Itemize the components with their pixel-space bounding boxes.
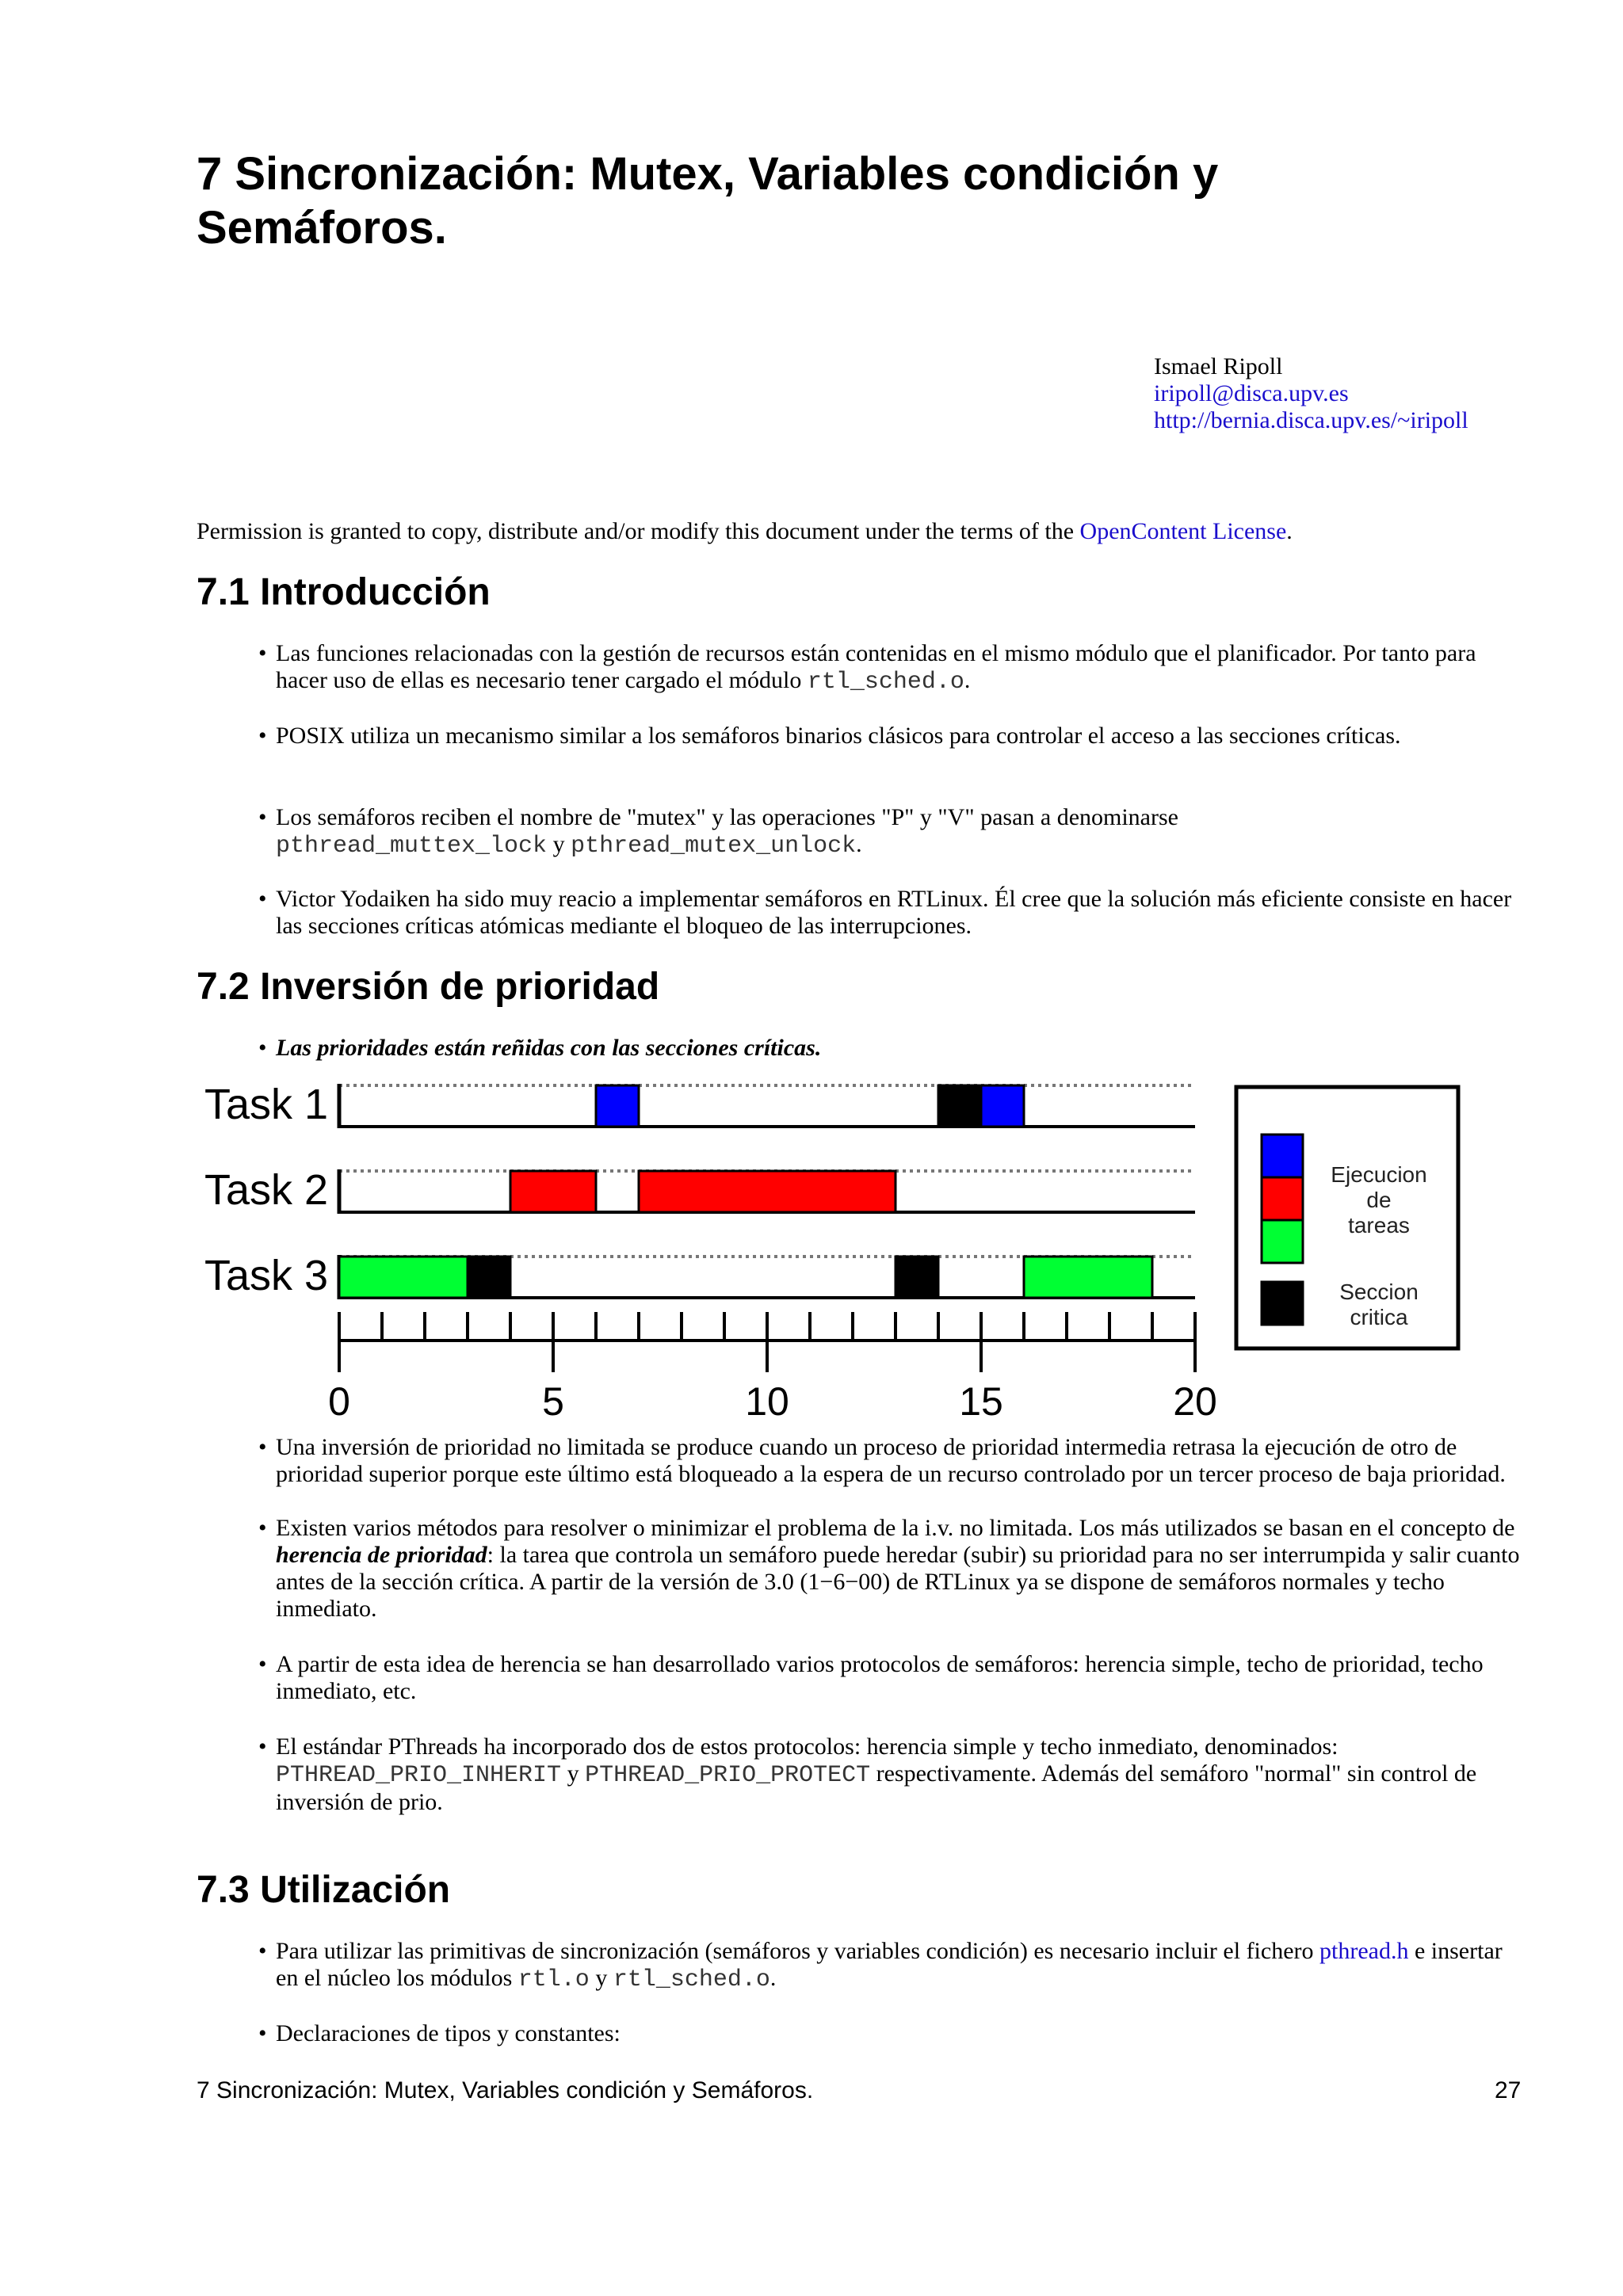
bullet-text: El estándar PThreads ha incorporado dos de estos protocolos: herencia simple y techo inmediato, denominados:	[276, 1733, 1338, 1760]
permission-end: .	[1286, 518, 1293, 544]
bullet-conjunction: y	[547, 831, 571, 857]
execution-bar	[639, 1171, 896, 1212]
x-axis-tick-label: 10	[745, 1379, 789, 1424]
bullet-conjunction: y	[561, 1760, 586, 1787]
legend-label-execution: Ejecucion	[1331, 1162, 1427, 1187]
author-url-link[interactable]: http://bernia.disca.upv.es/~iripoll	[1154, 407, 1468, 433]
legend-swatch-critical	[1262, 1282, 1303, 1325]
bullet-7-1-1: • Las funciones relacionadas con la gestión de recursos están contenidas en el mismo módulo que el planificador. Por tanto para hacer uso de ellas es necesario tener cargado el módulo rtl_sched.o.	[258, 640, 1476, 696]
bullet-end: .	[856, 831, 862, 857]
code-rtl-sched-o: rtl_sched.o	[613, 1966, 770, 1993]
bullet-text-continued: e insertar en el núcleo los módulos	[276, 1938, 1503, 1991]
page-number: 27	[1495, 2077, 1522, 2103]
bullet-text-continued: : la tarea que controla un semáforo puede heredar (subir) su prioridad para no ser interrumpida y salir cuanto antes de la sección crítica. A partir de la versión de 3.0 (1−6−00) de RTLinux ya se dispone de semáforos normales y techo inmediato.	[276, 1542, 1520, 1622]
bullet-text: Una inversión de prioridad no limitada se produce cuando un proceso de prioridad intermedia retrasa la ejecución de otro de prioridad superior porque este último está bloqueado a la espera de un recurso controlado por un tercer proceso de baja prioridad.	[276, 1434, 1506, 1487]
opencontent-license-link[interactable]: OpenContent License	[1079, 518, 1287, 544]
legend-swatch-execution	[1262, 1177, 1303, 1220]
bullet-7-2-4: • El estándar PThreads ha incorporado dos de estos protocolos: herencia simple y techo inmediato, denominados: PTHREAD_PRIO_INHERIT y PTHREAD_PRIO_PROTECT respectivamente. Además del semáforo "normal" sin control de inversión de prio.	[258, 1733, 1477, 1815]
code-rtl-sched: rtl_sched.o	[807, 669, 964, 696]
bullet-7-2-3: • A partir de esta idea de herencia se han desarrollado varios protocolos de semáforos: herencia simple, techo de prioridad, techo inmediato, etc.	[276, 1651, 1528, 1705]
code-mutex-unlock: pthread_mutex_unlock	[571, 833, 857, 860]
bullet-end: .	[769, 1965, 777, 1991]
execution-bar	[510, 1171, 596, 1212]
legend-label-critical: critica	[1350, 1305, 1408, 1329]
legend-label-execution: de	[1366, 1188, 1392, 1212]
bullet-7-2-2: • Existen varios métodos para resolver o minimizar el problema de la i.v. no limitada. Los más utilizados se basan en el concepto de herencia de prioridad: la tarea que controla un semáforo puede heredar (subir) su prioridad para no ser interrumpida y salir cuanto antes de la sección crítica. A partir de la versión de 3.0 (1−6−00) de RTLinux ya se dispone de semáforos normales y techo inmediato.	[258, 1515, 1520, 1622]
task-label: Task 1	[204, 1081, 329, 1128]
bullet-conjunction: y	[589, 1965, 613, 1991]
task-label: Task 2	[204, 1166, 329, 1214]
execution-bar	[339, 1257, 468, 1298]
x-axis-tick-label: 5	[542, 1379, 564, 1424]
bullet-7-1-2: • POSIX utiliza un mecanismo similar a los semáforos binarios clásicos para controlar el acceso a las secciones críticas.	[276, 723, 1528, 749]
critical-section-bar	[896, 1257, 938, 1298]
critical-section-bar	[468, 1257, 510, 1298]
bullet-text: A partir de esta idea de herencia se han desarrollado varios protocolos de semáforos: herencia simple, techo de prioridad, techo inmediato, etc.	[276, 1651, 1484, 1704]
code-prio-protect: PTHREAD_PRIO_PROTECT	[585, 1762, 871, 1789]
herencia-de-prioridad-emphasis: herencia de prioridad	[276, 1542, 487, 1568]
legend-label-execution: tareas	[1348, 1213, 1410, 1238]
bullet-7-2-1: • Una inversión de prioridad no limitada se produce cuando un proceso de prioridad intermedia retrasa la ejecución de otro de prioridad superior porque este último está bloqueado a la espera de un recurso controlado por un tercer proceso de baja prioridad.	[276, 1434, 1528, 1488]
page-title: 7 Sincronización: Mutex, Variables condición y Semáforos.	[197, 148, 1219, 254]
priority-inversion-chart	[197, 1071, 1472, 1428]
bullet-text: Declaraciones de tipos y constantes:	[276, 2020, 621, 2046]
bullet-text: Para utilizar las primitivas de sincronización (semáforos y variables condición) es necesario incluir el fichero	[276, 1938, 1320, 1964]
section-heading-7-2: 7.2 Inversión de prioridad	[197, 966, 660, 1008]
bullet-7-1-3: • Los semáforos reciben el nombre de "mutex" y las operaciones "P" y "V" pasan a denominarse pthread_muttex_lock y pthread_mutex_unlock.	[258, 804, 1178, 860]
bullet-7-3-2: • Declaraciones de tipos y constantes:	[276, 2020, 1528, 2047]
execution-bar	[596, 1085, 639, 1127]
code-rtl-o: rtl.o	[517, 1966, 590, 1993]
x-axis-tick-label: 0	[328, 1379, 350, 1424]
bullet-7-2-0: • Las prioridades están reñidas con las secciones críticas.	[276, 1035, 1528, 1062]
bullet-text: Existen varios métodos para resolver o minimizar el problema de la i.v. no limitada. Los más utilizados se basan en el concepto de	[276, 1515, 1515, 1541]
bullet-text: Las prioridades están reñidas con las secciones críticas.	[276, 1035, 822, 1061]
author-block	[1154, 353, 1468, 434]
x-axis-tick-label: 15	[959, 1379, 1003, 1424]
x-axis-tick-label: 20	[1173, 1379, 1217, 1424]
permission-notice	[197, 518, 1544, 545]
legend-label-critical: Seccion	[1339, 1280, 1419, 1304]
legend-swatch-execution	[1262, 1220, 1303, 1263]
bullet-text: Victor Yodaiken ha sido muy reacio a implementar semáforos en RTLinux. Él cree que la solución más eficiente consiste en hacer las secciones críticas atómicas mediante el bloqueo de las interrupciones.	[276, 886, 1512, 939]
bullet-text: Las funciones relacionadas con la gestión de recursos están contenidas en el mismo módulo que el planificador. Por tanto para hacer uso de ellas es necesario tener cargado el módulo	[276, 640, 1476, 693]
bullet-text: POSIX utiliza un mecanismo similar a los semáforos binarios clásicos para controlar el acceso a las secciones críticas.	[276, 723, 1401, 749]
bullet-7-3-1: • Para utilizar las primitivas de sincronización (semáforos y variables condición) es necesario incluir el fichero pthread.h e insertar en el núcleo los módulos rtl.o y rtl_sched.o.	[258, 1938, 1503, 1993]
author-name: Ismael Ripoll	[1154, 353, 1283, 379]
code-mutex-lock: pthread_muttex_lock	[276, 833, 548, 860]
execution-bar	[981, 1085, 1024, 1127]
permission-text: Permission is granted to copy, distribute and/or modify this document under the terms of the	[197, 518, 1080, 544]
footer-title: 7 Sincronización: Mutex, Variables condición y Semáforos.	[197, 2077, 814, 2103]
bullet-end: .	[964, 667, 971, 693]
bullet-7-1-4: • Victor Yodaiken ha sido muy reacio a implementar semáforos en RTLinux. Él cree que la solución más eficiente consiste en hacer las secciones críticas atómicas mediante el bloqueo de las interrupciones.	[276, 886, 1528, 940]
code-prio-inherit: PTHREAD_PRIO_INHERIT	[276, 1762, 562, 1789]
author-email-link[interactable]: iripoll@disca.upv.es	[1154, 380, 1349, 406]
bullet-text: Los semáforos reciben el nombre de "mutex" y las operaciones "P" y "V" pasan a denominarse	[276, 804, 1178, 830]
execution-bar	[1024, 1257, 1152, 1298]
section-heading-7-3: 7.3 Utilización	[197, 1869, 451, 1911]
bullet-text-continued: respectivamente. Además del semáforo "normal" sin control de inversión de prio.	[276, 1760, 1477, 1815]
legend-swatch-execution	[1262, 1135, 1303, 1177]
task-label: Task 3	[204, 1252, 329, 1299]
pthread-h-link[interactable]: pthread.h	[1319, 1938, 1409, 1964]
critical-section-bar	[938, 1085, 981, 1127]
section-heading-7-1: 7.1 Introducción	[197, 571, 491, 613]
